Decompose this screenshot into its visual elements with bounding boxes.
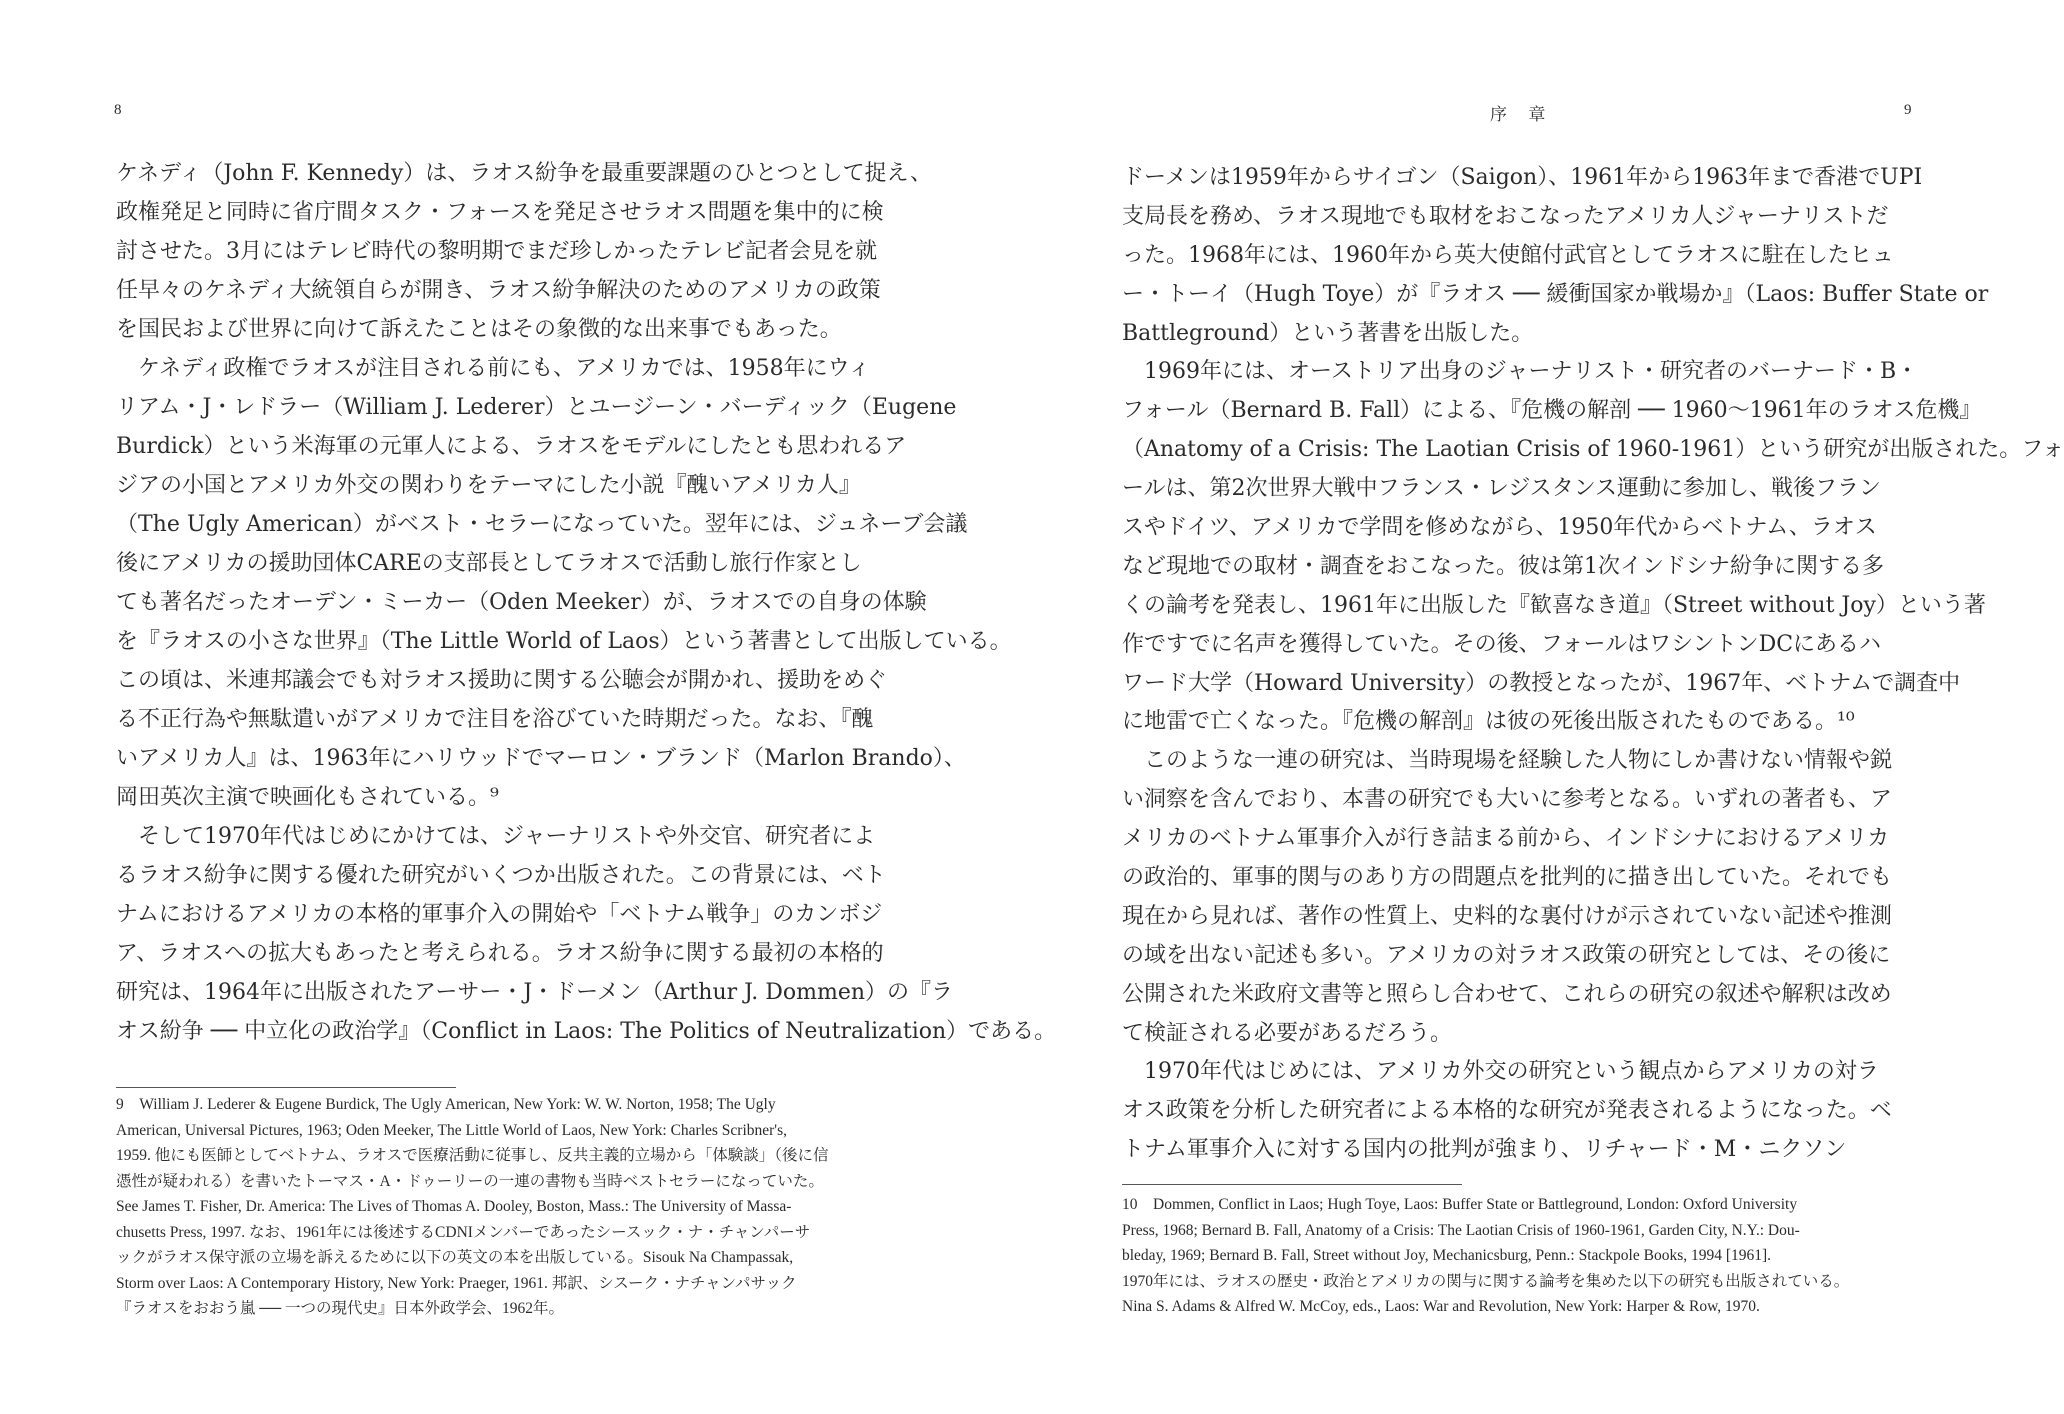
body-line: 任早々のケネディ大統領自らが開き、ラオス紛争解決のためのアメリカの政策 bbox=[116, 278, 881, 303]
body-line: ワード大学（Howard University）の教授となったが、1967年、ベトナムで調査中 bbox=[1122, 670, 1961, 696]
body-line: の政治的、軍事的関与のあり方の問題点を批判的に描き出していた。それでも bbox=[1122, 865, 1893, 891]
body-line: 作ですでに名声を獲得していた。その後、フォールはワシントンDCにあるハ bbox=[1122, 631, 1882, 657]
footnotes bbox=[116, 1092, 888, 1322]
body-text bbox=[116, 154, 1057, 1051]
body-line: った。1968年には、1960年から英大使館付武官としてラオスに駐在したヒュ bbox=[1122, 242, 1894, 268]
footnotes bbox=[1122, 1192, 1908, 1320]
footnote-line: bleday, 1969; Bernard B. Fall, Street without Joy, Mechanicsburg, Penn.: Stackpole Books, 1994 [1961]. bbox=[1122, 1247, 1772, 1264]
body-line: て検証される必要があるだろう。 bbox=[1122, 1020, 1453, 1046]
body-line: の域を出ない記述も多い。アメリカの対ラオス政策の研究としては、その後に bbox=[1122, 942, 1891, 968]
body-line: 討させた。3月にはテレビ時代の黎明期でまだ珍しかったテレビ記者会見を就 bbox=[116, 239, 878, 264]
body-line: ケネディ（John F. Kennedy）は、ラオス紛争を最重要課題のひとつとして捉え、 bbox=[116, 161, 932, 186]
body-line: に地雷で亡くなった。『危機の解剖』は彼の死後出版されたものである。¹⁰ bbox=[1122, 709, 1855, 735]
footnote-line: 『ラオスをおおう嵐 ── 一つの現代史』日本外政学会、1962年。 bbox=[116, 1300, 565, 1317]
body-line: ナムにおけるアメリカの本格的軍事介入の開始や「ベトナム戦争」のカンボジ bbox=[116, 902, 883, 927]
footnote-line: chusetts Press, 1997. なお、1961年には後述するCDNIメンバーであったシースック・ナ・チャンパーサ bbox=[116, 1223, 811, 1241]
footnote-divider bbox=[1122, 1184, 1462, 1185]
body-line: ケネディ政権でラオスが注目される前にも、アメリカでは、1958年にウィ bbox=[116, 356, 871, 381]
body-line: そして1970年代はじめにかけては、ジャーナリストや外交官、研究者によ bbox=[116, 824, 876, 849]
body-line: この頃は、米連邦議会でも対ラオス援助に関する公聴会が開かれ、援助をめぐ bbox=[116, 668, 888, 693]
body-line: 1969年には、オーストリア出身のジャーナリスト・研究者のバーナード・B・ bbox=[1122, 359, 1919, 385]
body-line: るラオス紛争に関する優れた研究がいくつか出版された。この背景には、ベト bbox=[116, 863, 886, 888]
footnote-line: See James T. Fisher, Dr. America: The Lives of Thomas A. Dooley, Boston, Mass.: The University of Massa- bbox=[116, 1198, 792, 1215]
body-line: いアメリカ人』は、1963年にハリウッドでマーロン・ブランド（Marlon Brando）、 bbox=[116, 746, 966, 771]
body-line: 岡田英次主演で映画化もされている。⁹ bbox=[116, 785, 499, 810]
footnote-line: 憑性が疑われる）を書いたトーマス・A・ドゥーリーの一連の書物も当時ベストセラーになっていた。 bbox=[116, 1172, 824, 1190]
body-line: 後にアメリカの援助団体CAREの支部長としてラオスで活動し旅行作家とし bbox=[116, 551, 862, 576]
body-line: る不正行為や無駄遣いがアメリカで注目を浴びていた時期だった。なお、『醜 bbox=[116, 707, 874, 732]
page-number: 8 bbox=[114, 102, 122, 118]
body-line: など現地での取材・調査をおこなった。彼は第1次インドシナ紛争に関する多 bbox=[1122, 553, 1884, 579]
footnote-line: 1959. 他にも医師としてベトナム、ラオスで医療活動に従事し、反共主義的立場から「体験談」（後に信 bbox=[116, 1147, 829, 1164]
footnote-line: Nina S. Adams & Alfred W. McCoy, eds., Laos: War and Revolution, New York: Harper & Row, 1970. bbox=[1122, 1298, 1760, 1315]
body-line: フォール（Bernard B. Fall）による、『危機の解剖 ── 1960～1961年のラオス危機』 bbox=[1122, 398, 1982, 424]
page-number: 9 bbox=[1904, 102, 1912, 118]
footnote-line: 10 Dommen, Conflict in Laos; Hugh Toye, Laos: Buffer State or Battleground, London: Oxford University bbox=[1122, 1196, 1798, 1213]
footnote-line: American, Universal Pictures, 1963; Oden Meeker, The Little World of Laos, New York: Charles Scribner's, bbox=[116, 1121, 788, 1139]
body-line: オス紛争 ── 中立化の政治学』（Conflict in Laos: The Politics of Neutralization）である。 bbox=[116, 1019, 1057, 1044]
body-line: 現在から見れば、著作の性質上、史料的な裏付けが示されていない記述や推測 bbox=[1122, 903, 1893, 929]
footnote-divider bbox=[116, 1087, 456, 1088]
body-line: 1970年代はじめには、アメリカ外交の研究という観点からアメリカの対ラ bbox=[1122, 1059, 1879, 1085]
body-line: 研究は、1964年に出版されたアーサー・J・ドーメン（Arthur J. Dommen）の『ラ bbox=[116, 980, 954, 1005]
running-head: 序 章 bbox=[1490, 105, 1554, 125]
body-line: 支局長を務め、ラオス現地でも取材をおこなったアメリカ人ジャーナリストだ bbox=[1122, 203, 1889, 229]
body-line: このような一連の研究は、当時現場を経験した人物にしか書けない情報や鋭 bbox=[1122, 748, 1893, 774]
body-line: トナム軍事介入に対する国内の批判が強まり、リチャード・M・ニクソン bbox=[1122, 1137, 1847, 1163]
body-line: くの論考を発表し、1961年に出版した『歓喜なき道』（Street without Joy）という著 bbox=[1122, 592, 1986, 618]
footnote-line: 1970年には、ラオスの歴史・政治とアメリカの関与に関する論考を集めた以下の研究も出版されている。 bbox=[1122, 1272, 1850, 1290]
body-line: Burdick）という米海軍の元軍人による、ラオスをモデルにしたとも思われるア bbox=[116, 434, 907, 459]
footnote-line: ックがラオス保守派の立場を訴えるために以下の英文の本を出版している。Sisouk Na Champassak, bbox=[116, 1249, 794, 1266]
body-line: スやドイツ、アメリカで学問を修めながら、1950年代からベトナム、ラオス bbox=[1122, 515, 1877, 541]
body-line: （Anatomy of a Crisis: The Laotian Crisis of 1960-1961）という研究が出版された。フォ bbox=[1122, 437, 2064, 463]
body-line: を国民および世界に向けて訴えたことはその象徴的な出来事でもあった。 bbox=[116, 317, 842, 342]
body-text bbox=[1122, 159, 2064, 1170]
body-line: 公開された米政府文書等と照らし合わせて、これらの研究の叙述や解釈は改め bbox=[1122, 981, 1892, 1007]
body-line: ジアの小国とアメリカ外交の関わりをテーマにした小説『醜いアメリカ人』 bbox=[116, 473, 861, 498]
body-line: ドーメンは1959年からサイゴン（Saigon）、1961年から1963年まで香港でUPI bbox=[1122, 165, 1923, 190]
footnote-line: 9 William J. Lederer & Eugene Burdick, The Ugly American, New York: W. W. Norton, 1958; The Ugly bbox=[116, 1096, 776, 1113]
body-line: メリカのベトナム軍事介入が行き詰まる前から、インドシナにおけるアメリカ bbox=[1122, 826, 1890, 852]
body-line: Battleground）という著書を出版した。 bbox=[1122, 320, 1534, 346]
body-line: 政権発足と同時に省庁間タスク・フォースを発足させラオス問題を集中的に検 bbox=[116, 200, 884, 225]
right-page bbox=[1000, 0, 2064, 1414]
body-line: オス政策を分析した研究者による本格的な研究が発表されるようになった。ベ bbox=[1122, 1098, 1892, 1124]
footnote-line: Storm over Laos: A Contemporary History, New York: Praeger, 1961. 邦訳、シスーク・ナチャンパサック bbox=[116, 1274, 797, 1292]
body-line: い洞察を含んでおり、本書の研究でも大いに参考となる。いずれの著者も、ア bbox=[1122, 787, 1893, 813]
body-line: ア、ラオスへの拡大もあったと考えられる。ラオス紛争に関する最初の本格的 bbox=[116, 941, 884, 966]
footnote-line: Press, 1968; Bernard B. Fall, Anatomy of a Crisis: The Laotian Crisis of 1960-1961, Garden City, N.Y.: Dou- bbox=[1122, 1221, 1800, 1239]
body-line: リアム・J・レドラー（William J. Lederer）とユージーン・バーディック（Eugene bbox=[116, 395, 957, 420]
body-line: ールは、第2次世界大戦中フランス・レジスタンス運動に参加し、戦後フラン bbox=[1122, 476, 1882, 502]
body-line: ー・トーイ（Hugh Toye）が『ラオス ── 緩衝国家か戦場か』（Laos: Buffer State or bbox=[1122, 281, 1989, 307]
body-line: （The Ugly American）がベスト・セラーになっていた。翌年には、ジュネーブ会議 bbox=[116, 512, 968, 537]
body-line: を『ラオスの小さな世界』（The Little World of Laos）という著書として出版している。 bbox=[116, 629, 1012, 654]
body-line: ても著名だったオーデン・ミーカー（Oden Meeker）が、ラオスでの自身の体験 bbox=[116, 590, 927, 615]
